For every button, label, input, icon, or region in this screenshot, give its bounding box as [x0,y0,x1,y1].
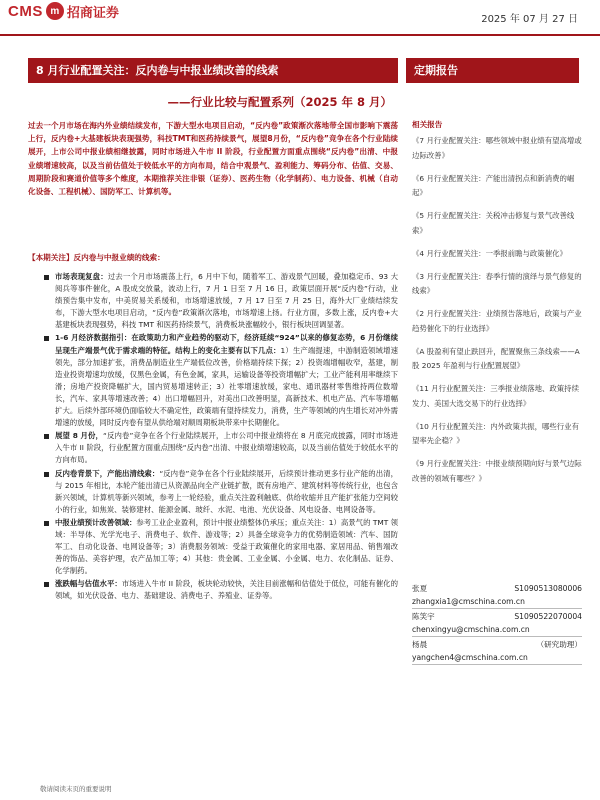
related-reports-heading: 相关报告 [412,120,443,129]
header-divider [0,34,600,36]
analyst-name: 陈笑宇 [412,612,435,621]
logo-mark-icon: m [46,2,64,20]
bullet-list [28,271,398,604]
bullet-lead: 1-6 月经济数据指引：在政策助力和产业趋势的驱动下，经济延续“924”以来的修复态势，6 月份继续呈现生产端景气优于需求端的特征。结构上的变化主要有以下几点： [55,333,398,355]
analyst-row [412,583,582,596]
bullet-text: “反内卷”竞争在各个行业陆续展开，上市公司中报业绩将在 8 月底完成披露，同时市场进入牛市 II 阶段，行业配置方面重点围绕“反内卷”出清、中报业绩增速较高，以及当前估值处于较低水平的方向布局。 [55,431,399,465]
related-report-link[interactable]: 《10 月行业配置关注：内外政策共振，哪些行业有望率先企稳？》 [412,421,579,445]
related-report-link[interactable]: 《3 月行业配置关注：春季行情的演绎与景气修复的线索》 [412,271,582,295]
bullet-text: 1）生产端提速，中游制造领域增速领先，部分加速扩张，消费品制造业生产端低位改善，价格端持续下探；2）投资端增幅收窄，基建，制造业投资增速均放缓，仅黑色金属，有色金属，家具，运输设备等投资增幅扩大；工业产能利用率继续下滑；房地产投资降幅扩大，国内贸易增速转正；3）社零增速放缓，家电、通讯器材零售维持两位数增长，汽车、家具等增速改善；4）出口增幅回升，对美出口改善明显，高新技术、机电产品、汽车等增幅扩大。后续外部环境仍面临较大不确定性，政策端有望持续发力，消费，生产等领域的内生增长对冲外需增速的放缓，同时反内卷有望从供给端对顺周期板块带来中长期催化。 [55,345,398,428]
related-report-link[interactable]: 《7 月行业配置关注：哪些领域中报业绩有望高增或边际改善》 [412,136,582,160]
analyst-email[interactable]: yangchen4@cmschina.com.cn [412,652,582,666]
analyst-id: （研究助理） [536,640,582,649]
analyst-row [412,611,582,624]
analyst-id: S1090513080006 [514,584,582,593]
analyst-name: 张夏 [412,584,428,593]
report-type-banner: 定期报告 [406,58,579,83]
bullet-lead: 中报业绩预计改善领域： [55,517,137,527]
analyst-row [412,639,582,652]
bullet-text: “反内卷”竞争在各个行业陆续展开，后续预计推动更多行业产能的出清，与 2015 年相比，本轮产能出清已从资源品向全产业链扩散，既有房地产、建筑材料等传统行业，也包含新兴领域，计算机等新兴领域，参考上一轮经验，重点关注盈利触底、供给收缩并且产能扩张能力空间较小的行业，如焦炭、装修建材、能源金属、玻纤、水泥、电池、光伏设备、风电设备、电网设备等。 [55,468,398,514]
analyst-email[interactable]: zhangxia1@cmschina.com.cn [412,596,582,610]
report-subtitle: ——行业比较与配置系列（2025 年 8 月） [167,95,392,109]
analyst-email[interactable]: chenxingyu@cmschina.com.cn [412,624,582,638]
bullet-item [28,468,398,516]
bullet-text: 参考工业企业盈利，预计中报业绩整体仍承压；重点关注：1）高景气的 TMT 领域：半导体、光学光电子、消费电子、软件、游戏等；2）具备全球竞争力的优势制造领域：汽车、国防军工、自动化设备、电网设备等；3）消费服务领域：受益于政策催化的家用电器、家居用品、销售端改善的饰品、美容护理，农产品加工等；4）其他：贵金属、工业金属、小金属、电力、农化制品、证券、化学制药。 [55,517,398,576]
bullet-item [28,578,398,602]
bullet-text: 过去一个月市场震荡上行，6 月中下旬，随着军工、游戏景气回暖，叠加稳定币、93 大阅兵等事件催化，A 股成交放量，波动上行，7 月 1 日至 7 月 16 日，政策层面开展“反内卷”行动，业绩预告集中发布，中美贸易关系缓和，市场增速放缓，7 月 17 日至 7 月 25 日，海外大厂业绩结续发布，下游大型水电项目启动，“反内卷”政策渐次落地，市场增速上扬。行业方面，多数上涨，反内卷+大基建板块表现强势，科技 TMT 和医药持续景气，消费板块涨幅较小，银行板块回调显著。 [55,272,398,330]
related-report-link[interactable]: 《11 月行业配置关注：三季报业绩落地、政策持续发力、美国大选交易下的行业选择》 [412,384,579,408]
bullet-lead: 展望 8 月份， [55,431,104,441]
logo-text-en: CMS [8,2,43,20]
related-report-link[interactable]: 《9 月行业配置关注：中报业绩预期向好与景气边际改善的领域有哪些？》 [412,459,582,483]
bullet-item [28,517,398,577]
report-title-banner: 8 月行业配置关注：反内卷与中报业绩改善的线索 [28,58,398,83]
summary-paragraph: 过去一个月市场在海内外业绩结续发布，下游大型水电项目启动，“反内卷”政策渐次落地带全国市影响下震荡上行，反内卷+大基建板块表现强势，科技TMT和医药持续景气，展望8月份，“反内卷”竞争在各个行业陆续展开，上市公司中报业绩相继披露，同时市场进入牛市 II 阶段，行业配置方面重点围绕“反内卷”出清、中报业绩增速较高，以及当前估值处于较低水平的方向布局，结合中观景气、盈利能力、筹码分布、估值、交易、周期阶段和赛道价值等多个维度，本期推荐关注非银（证券）、医药生物（化学制药）、电力设备、机械（自动化设备、工程机械）、国防军工、计算机等。 [28,121,398,197]
focus-heading: 【本期关注】反内卷与中报业绩的线索： [28,253,165,262]
logo-text-cn: 招商证券 [66,5,119,21]
footer-note: 敬请阅读末页的重要说明 [40,785,112,793]
bullet-lead: 涨跌幅与估值水平： [55,579,122,589]
analyst-id: S1090522070004 [514,612,582,621]
bullet-item [28,271,398,331]
related-reports-list [412,134,582,495]
company-logo [8,0,119,22]
analyst-name: 杨晨 [412,640,428,649]
related-report-link[interactable]: 《2 月行业配置关注：业绩预告落地后，政策与产业趋势催化下的行业选择》 [412,309,582,333]
bullet-item [28,430,398,466]
related-report-link[interactable]: 《4 月行业配置关注：一季报前瞻与政策催化》 [412,248,567,258]
analyst-list [412,583,582,667]
bullet-lead: 市场表现复盘： [55,272,108,281]
report-date: 2025 年 07 月 27 日 [481,14,578,25]
bullet-item [28,332,398,429]
related-report-link[interactable]: 《A 股盈利有望止跌回升，配置聚焦三条线索——A 股 2025 年盈利与行业配置展望》 [412,346,580,370]
bullet-lead: 反内卷背景下，产能出清线索： [55,468,160,478]
related-report-link[interactable]: 《5 月行业配置关注：关税冲击修复与景气改善线索》 [412,211,575,235]
related-report-link[interactable]: 《6 月行业配置关注：产能出清拐点和新消费的崛起》 [412,173,575,197]
bullet-text: 市场进入牛市 II 阶段，板块轮动较快，关注目前涨幅和估值处于低位，可能有催化的领域，如光伏设备、电力、基础建设、消费电子、养殖业、证券等。 [55,579,398,601]
